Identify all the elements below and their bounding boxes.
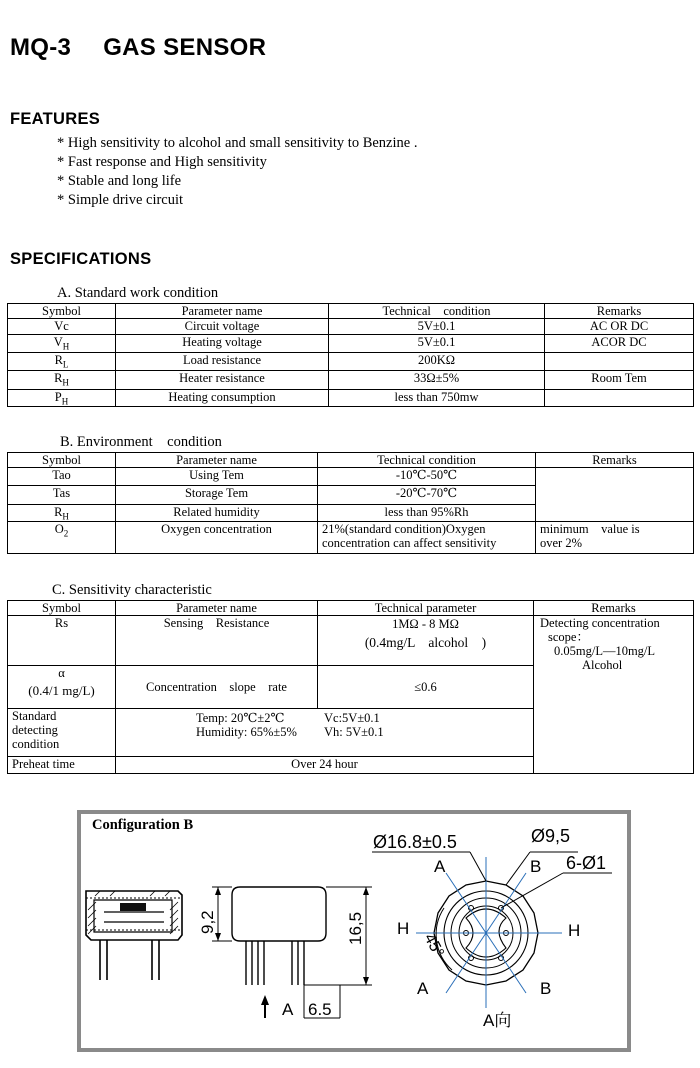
technical-cell: 1MΩ - 8 MΩ (0.4mg/L alcohol ) [318,616,534,666]
section-h-right-label: H [568,921,581,940]
column-header: Technical condition [318,453,536,468]
column-header: Remarks [545,304,694,319]
technical-cell: less than 95%Rh [318,505,536,522]
parameter-cell: Sensing Resistance [116,616,318,666]
column-header: Technical condition [329,304,545,319]
remarks-cell: Detecting concentration scope： 0.05mg/L—10mg/L Alcohol [534,616,694,774]
column-header: Symbol [8,601,116,616]
parameter-cell: Using Tem [116,468,318,486]
inner-diameter-dimension: Ø9,5 [531,826,571,846]
symbol-cell: Vc [8,319,116,335]
symbol-cell: Standard detecting condition [8,709,116,757]
technical-cell: ≤0.6 [318,666,534,709]
parameter-cell: Heating consumption [116,390,329,407]
feature-item: * Fast response and High sensitivity [57,154,267,170]
parameter-cell: Circuit voltage [116,319,329,335]
column-header: Symbol [8,304,116,319]
outer-diameter-dimension: Ø16.8±0.5 [373,832,457,852]
section-h-left-label: H [397,919,410,938]
column-header: Symbol [8,453,116,468]
section-b-top-label: B [530,857,542,876]
symbol-cell: $V_H$ [8,335,116,353]
symbol-cell: Tao [8,468,116,486]
features-heading: FEATURES [10,110,101,128]
symbol-cell: $R_H$ [8,371,116,390]
parameter-cell: Concentration slope rate [116,666,318,709]
table-b-caption: B. Environment condition [60,434,222,450]
technical-cell: Over 24 hour [116,757,534,774]
parameter-cell: Heater resistance [116,371,329,390]
column-header: Parameter name [116,453,318,468]
remarks-cell: AC OR DC [545,319,694,335]
symbol-cell: Rs [8,616,116,666]
pin-count-dimension: 6-Ø1 [566,853,607,873]
symbol-cell: α (0.4/1 mg/L) [8,666,116,709]
angle-dimension: 45° [420,930,447,961]
column-header: Remarks [536,453,694,468]
technical-cell: 33Ω±5% [329,371,545,390]
column-header: Technical parameter [318,601,534,616]
column-header: Parameter name [116,304,329,319]
technical-cell: 5V±0.1 [329,335,545,353]
technical-cell: -20℃-70℃ [318,486,536,505]
parameter-cell: Oxygen concentration [116,522,318,554]
technical-cell: 5V±0.1 [329,319,545,335]
view-direction-label: A向 [483,1011,512,1030]
symbol-cell: Preheat time [8,757,116,774]
technical-cell: Temp: 20℃±2℃ Vc:5V±0.1 Humidity: 65%±5% Vh: 5V±0.1 [116,709,534,757]
technical-cell: 200KΩ [329,353,545,371]
parameter-cell: Storage Tem [116,486,318,505]
feature-item: * Simple drive circuit [57,192,184,208]
section-a-top-label: A [434,857,446,876]
front-elevation-view [212,887,372,1018]
total-height-dimension: 16,5 [346,911,365,945]
symbol-cell: $P_H$ [8,390,116,407]
table-c-caption: C. Sensitivity characteristic [52,582,212,598]
technical-cell: less than 750mw [329,390,545,407]
column-header: Remarks [534,601,694,616]
technical-cell: 21%(standard condition)Oxygen concentration can affect sensitivity [318,522,536,554]
symbol-cell: $R_H$ [8,505,116,522]
figure-title: Configuration B [92,817,194,833]
pin-length-dimension: 6.5 [308,1000,332,1019]
table-a-caption: A. Standard work condition [57,285,219,301]
side-section-view [86,891,182,980]
section-b-bottom-label: B [540,979,552,998]
parameter-cell: Load resistance [116,353,329,371]
section-a-bottom-label: A [417,979,429,998]
parameter-cell: Related humidity [116,505,318,522]
height-dimension: 9,2 [198,910,217,934]
parameter-cell: Heating voltage [116,335,329,353]
column-header: Parameter name [116,601,318,616]
feature-item: * Stable and long life [57,173,182,189]
arrow-a-label: A [282,1000,294,1019]
model-name: MQ-3 [10,34,72,61]
remarks-cell: ACOR DC [545,335,694,353]
remarks-cell: Room Tem [545,371,694,390]
symbol-cell: Tas [8,486,116,505]
symbol-cell: $O_2$ [8,522,116,554]
symbol-cell: $R_L$ [8,353,116,371]
technical-cell: -10℃-50℃ [318,468,536,486]
product-name: GAS SENSOR [103,34,267,61]
feature-item: * High sensitivity to alcohol and small sensitivity to Benzine . [57,135,418,151]
remarks-cell: minimum value is over 2% [536,522,694,554]
specifications-heading: SPECIFICATIONS [10,250,152,268]
